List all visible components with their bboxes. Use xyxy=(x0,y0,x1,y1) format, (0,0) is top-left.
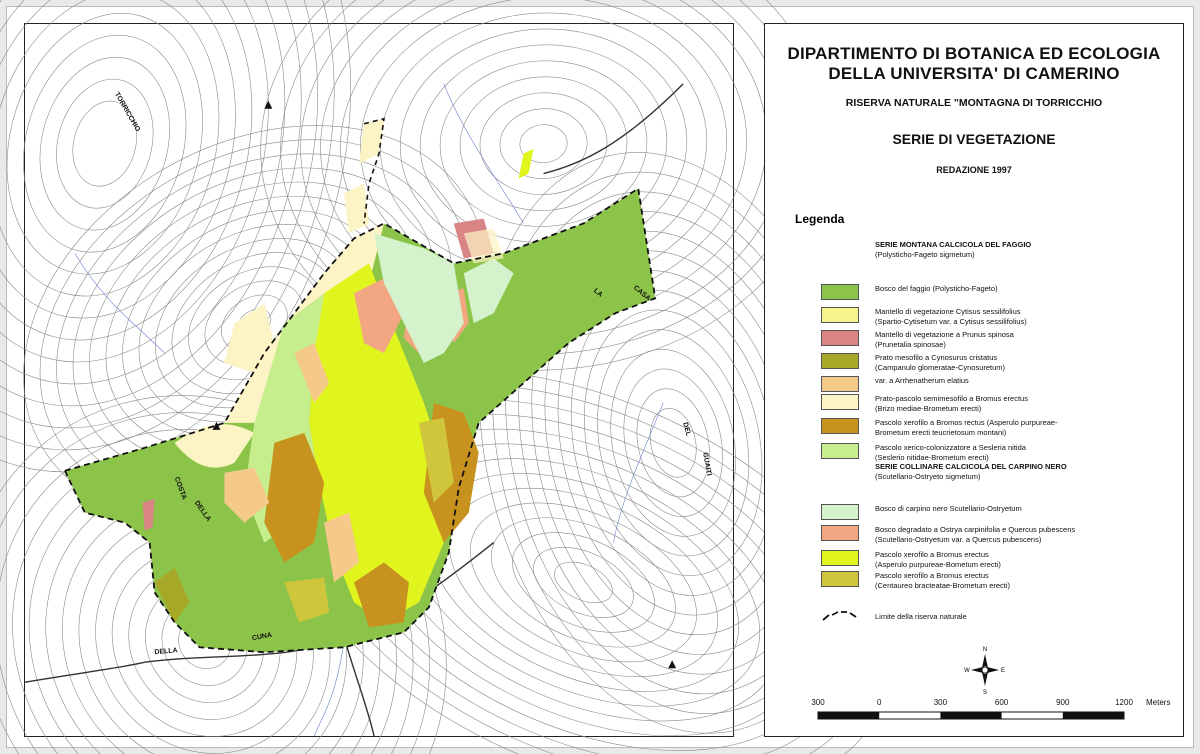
legend-label-line1: Pascolo xerico-colonizzatore a Sesleria nitida xyxy=(875,443,1026,452)
legend-swatch xyxy=(821,330,859,346)
legend-label-line1: Pascolo xerofilo a Bromus erectus xyxy=(875,571,989,580)
legend-swatch xyxy=(821,504,859,520)
legend-label xyxy=(875,571,1175,590)
series-montana-name: SERIE MONTANA CALCICOLA DEL FAGGIO xyxy=(875,240,1032,249)
compass-n: N xyxy=(982,647,988,653)
compass-e: E xyxy=(1000,668,1006,674)
department-title: DIPARTIMENTO DI BOTANICA ED ECOLOGIA xyxy=(787,44,1161,63)
compass-w: W xyxy=(964,668,970,674)
scale-segment xyxy=(1063,712,1124,719)
series-collinare-sigmetum: (Scutellario-Ostryeto sigmetum) xyxy=(875,471,981,481)
university-title: DELLA UNIVERSITA' DI CAMERINO xyxy=(828,64,1120,83)
vegetation-map[interactable] xyxy=(25,24,733,736)
scale-bar xyxy=(800,694,1180,728)
reserve-limit-label: Limite della riserva naturale xyxy=(875,612,967,621)
series-collinare-header xyxy=(875,462,1067,481)
legend-label xyxy=(875,376,1175,386)
scale-tick-label: 1200 xyxy=(1115,698,1133,707)
legend-swatch xyxy=(821,353,859,369)
map-panel[interactable] xyxy=(24,23,734,737)
scale-unit: Meters xyxy=(1146,698,1171,707)
scale-tick-label: 0 xyxy=(876,698,882,707)
legend-label-line1: Bosco degradato a Ostrya carpinifolia e Quercus pubescens xyxy=(875,525,1076,534)
label-del: DEL xyxy=(681,421,692,437)
label-cuna: CUNA xyxy=(251,631,273,643)
legend-panel xyxy=(764,23,1184,737)
legend-label-line1: Pascolo xerofilo a Bromos rectus (Asperulo purpureae- xyxy=(875,418,1058,427)
legend-label xyxy=(875,550,1175,569)
legend-label xyxy=(875,330,1175,349)
legend-label-line1: var. a Arrhenatherum elatius xyxy=(875,376,969,385)
legend-label xyxy=(875,307,1175,326)
legend-swatch xyxy=(821,307,859,323)
legend-label-line1: Prato-pascolo semimesofilo a Bromus erectus xyxy=(875,394,1028,403)
legend-label-line1: Prato mesofilo a Cynosurus cristatus xyxy=(875,353,998,362)
scale-tick-label: 900 xyxy=(1056,698,1070,707)
series-montana-sigmetum: (Polysticho-Fageto sigmetum) xyxy=(875,249,975,259)
series-montana-header xyxy=(875,240,1031,259)
legend-swatch xyxy=(821,525,859,541)
legend-label xyxy=(875,284,1175,294)
legend-label-line2: (Asperulo purpureae-Bometum erecti) xyxy=(875,559,1001,569)
label-della: DELLA xyxy=(192,499,212,523)
legend-label xyxy=(875,353,1175,372)
legend-label-line2: Brometum erecti teucrietosum montani) xyxy=(875,427,1007,437)
legend-label-line1: Mantello di vegetazione a Prunus spinosa xyxy=(875,330,1014,339)
legend-label-line2: (Brizo mediae-Brometum erecti) xyxy=(875,403,982,413)
label-torricchio: TORRICCHIO xyxy=(113,91,142,133)
legend-label-line2: (Centaureo bracteatae-Brometum erecti) xyxy=(875,580,1011,590)
scale-tick-label: 600 xyxy=(994,698,1009,707)
legend-heading: Legenda xyxy=(795,212,845,226)
label-costa: COSTA xyxy=(172,476,188,501)
legend-label xyxy=(875,418,1175,437)
legend-label-line2: (Seslerio nitidae-Brometum erecti) xyxy=(875,452,989,462)
label-della2: DELLA xyxy=(154,647,178,657)
reserve-subtitle: RISERVA NATURALE "MONTAGNA DI TORRICCHIO xyxy=(845,97,1103,109)
label-guaiti: GUAITI xyxy=(701,451,713,477)
map-sheet xyxy=(6,6,1194,748)
edition-label: REDAZIONE 1997 xyxy=(936,165,1012,175)
legend-label-line2: (Prunetalia spinosae) xyxy=(875,339,946,349)
map-title: SERIE DI VEGETAZIONE xyxy=(892,131,1056,147)
legend-label-line1: Mantello di vegetazione Cytisus sessilifolius xyxy=(875,307,1021,316)
label-casa: CASA xyxy=(631,284,652,303)
legend-swatch xyxy=(821,418,859,434)
legend-label-line2: (Scutellario-Ostryetum var. a Quercus pubescens) xyxy=(875,534,1042,544)
compass-s: S xyxy=(982,690,988,696)
legend-label-line1: Bosco di carpino nero Scutellario-Ostryetum xyxy=(875,504,1022,513)
reserve-limit-symbol xyxy=(821,609,861,623)
scale-tick-label: 300 xyxy=(933,698,948,707)
legend-swatch xyxy=(821,394,859,410)
series-collinare-name: SERIE COLLINARE CALCICOLA DEL CARPINO NERO xyxy=(875,462,1067,471)
scale-segment xyxy=(940,712,1001,719)
legend-label xyxy=(875,394,1175,413)
compass-rose-icon xyxy=(965,644,1005,696)
legend-swatch xyxy=(821,443,859,459)
legend-label-line1: Bosco del faggio (Polysticho-Fageto) xyxy=(875,284,998,293)
legend-swatch xyxy=(821,571,859,587)
legend-label xyxy=(875,504,1175,514)
legend-label xyxy=(875,525,1175,544)
legend-label xyxy=(875,443,1175,462)
legend-label-line2: (Spartio-Cytisetum var. a Cytisus sessilifolius) xyxy=(875,316,1027,326)
legend-swatch xyxy=(821,376,859,392)
legend-swatch xyxy=(821,550,859,566)
legend-label-line1: Pascolo xerofilo a Bromus erectus xyxy=(875,550,989,559)
label-la: LA xyxy=(592,287,604,299)
scale-tick-label: 300 xyxy=(811,698,825,707)
legend-label-line2: (Campanulo glomeratae-Cynosuretum) xyxy=(875,362,1006,372)
scale-tick-labels xyxy=(811,698,1133,707)
scale-segments xyxy=(818,712,1124,719)
legend-swatch xyxy=(821,284,859,300)
scale-segment xyxy=(818,712,879,719)
